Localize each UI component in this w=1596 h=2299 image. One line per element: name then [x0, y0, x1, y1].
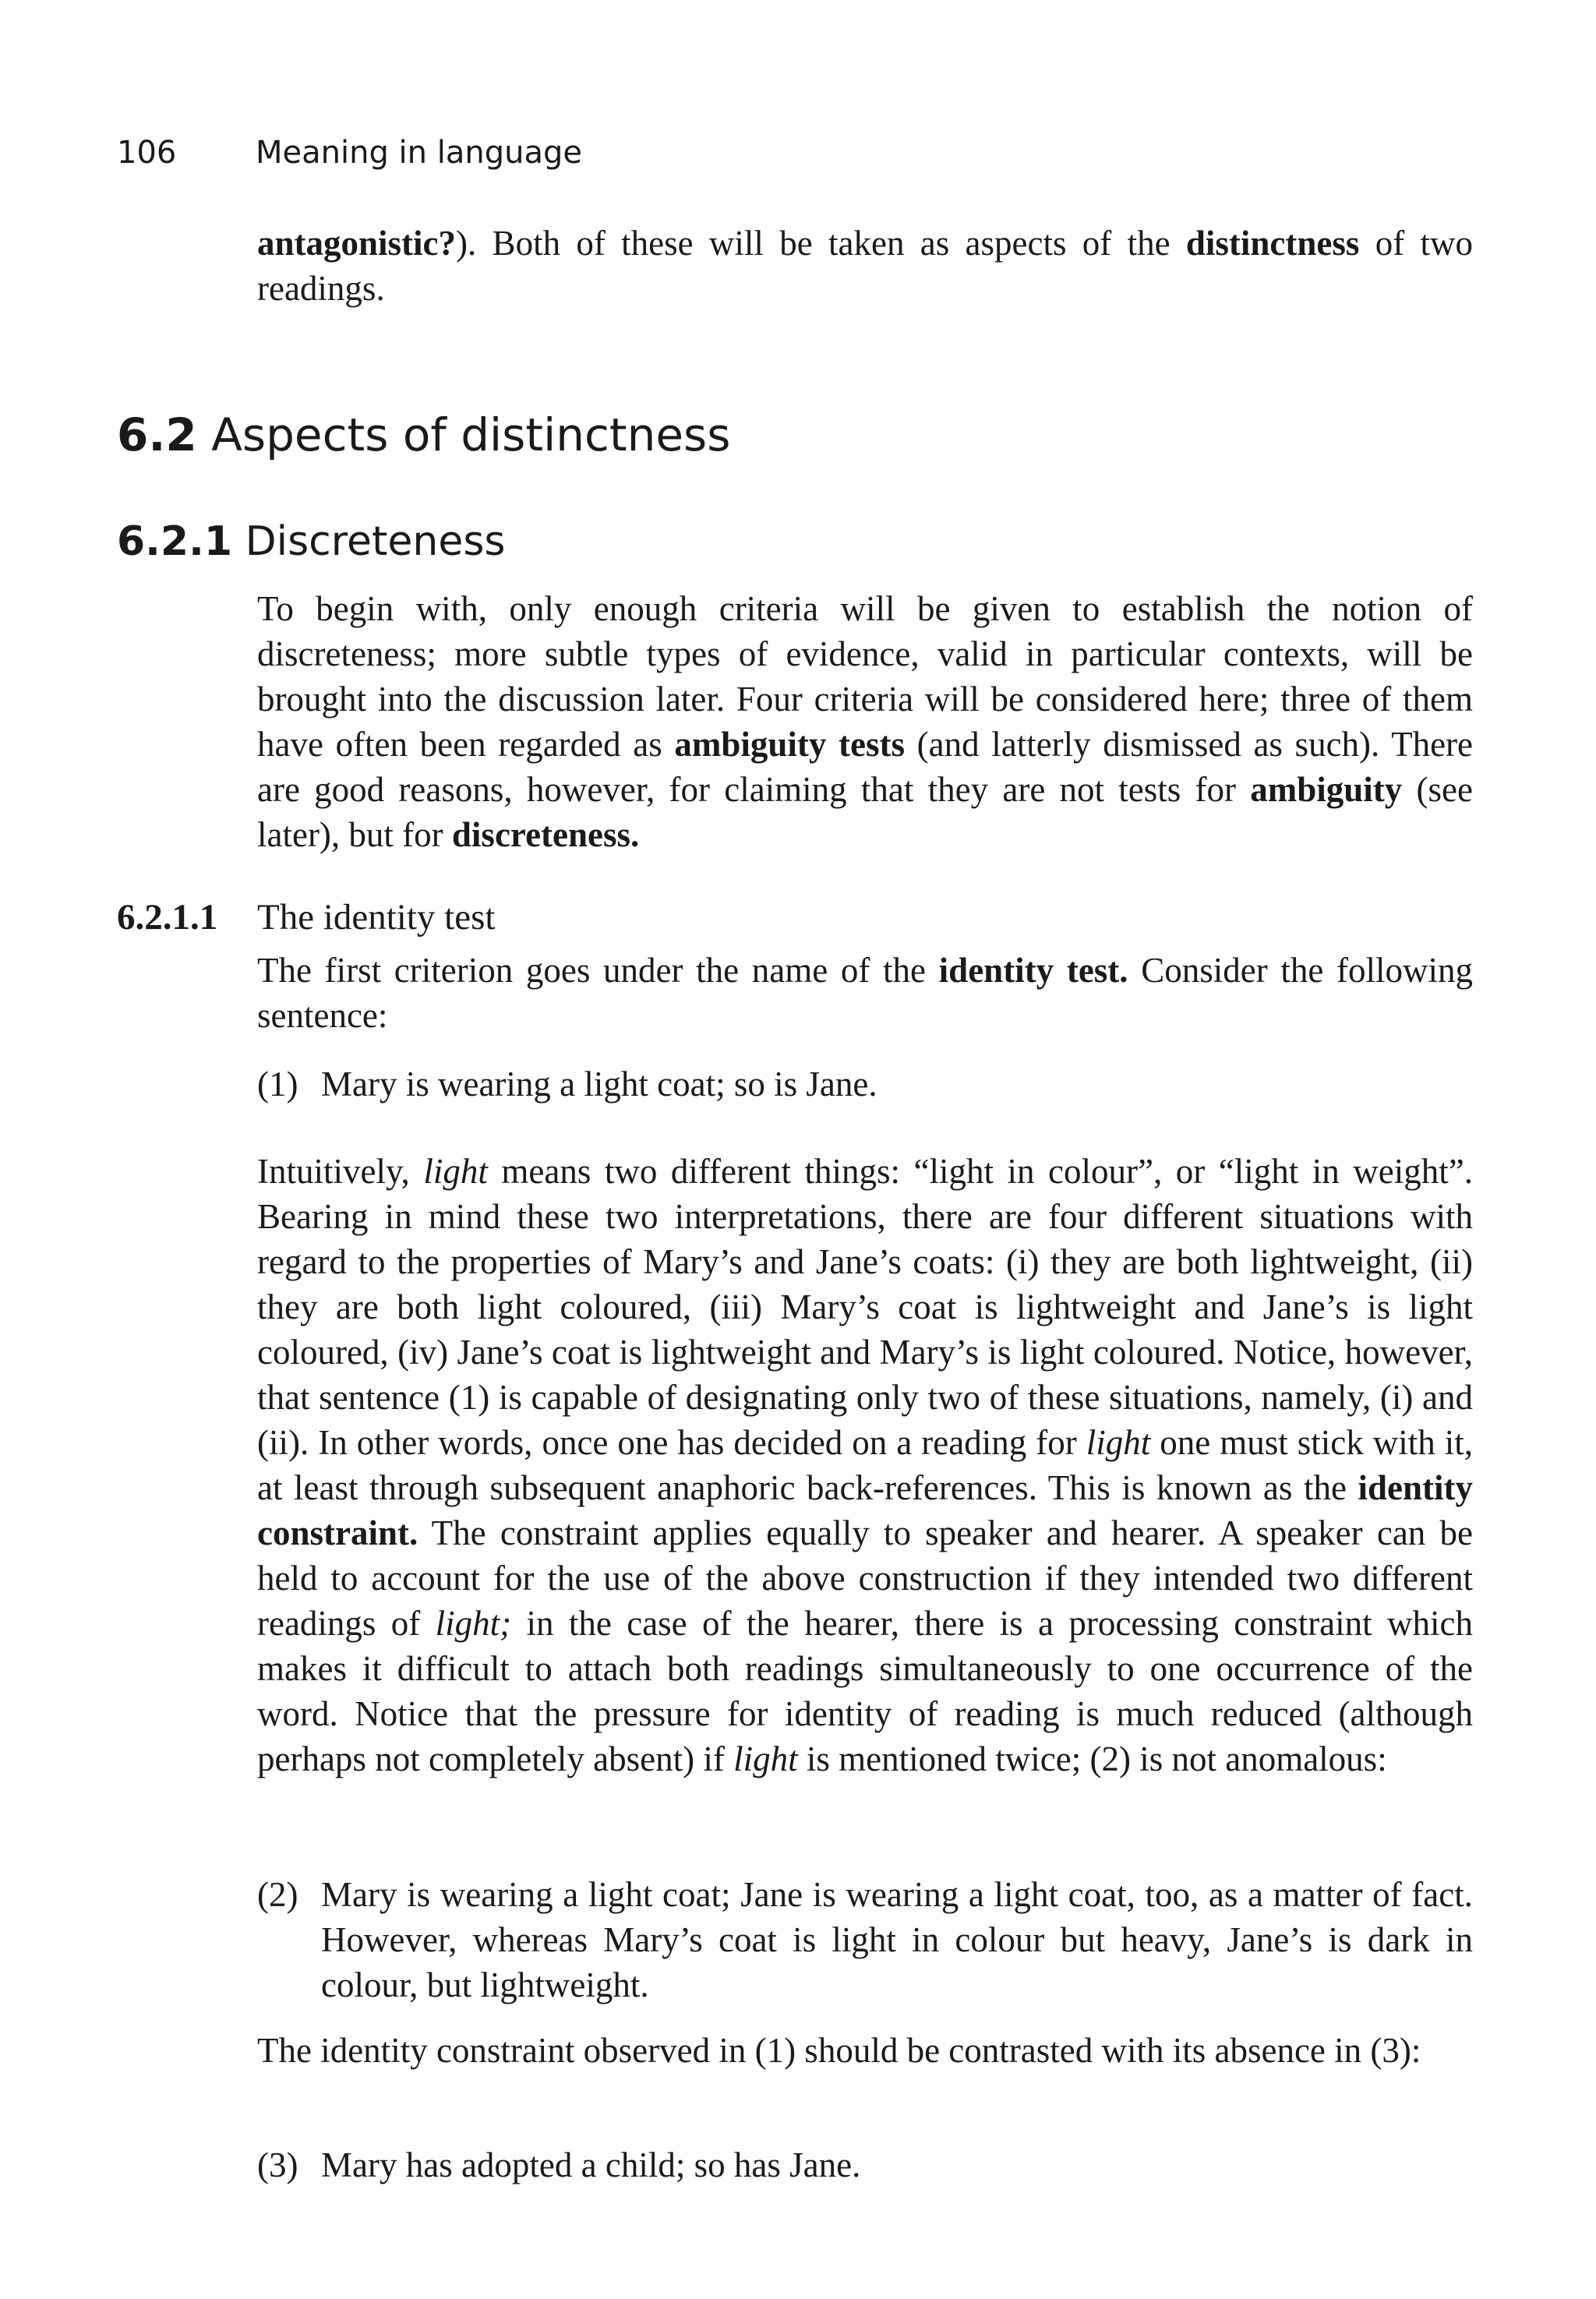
paragraph-text: (see later), but for [257, 770, 1473, 854]
term-antagonistic: antagonistic? [257, 224, 457, 263]
identity-test-paragraph [257, 948, 1473, 1038]
paragraph-text: The first criterion goes under the name of the [257, 951, 939, 990]
intro-text-end: of two readings. [257, 224, 1473, 308]
subsection-number: 6.2.1 [117, 518, 233, 565]
subsection-heading [117, 516, 506, 567]
term-light: light [423, 1152, 488, 1191]
example-1 [257, 1061, 1473, 1107]
term-light: light [1086, 1423, 1151, 1462]
light-paragraph [257, 1149, 1473, 1782]
intro-text: ). Both of these will be taken as aspects of the [456, 224, 1186, 263]
term-light: light [733, 1739, 798, 1778]
example-number: (1) [257, 1065, 298, 1104]
example-number: (3) [257, 2145, 298, 2184]
term-discreteness: discreteness. [451, 815, 640, 854]
term-ambiguity-tests: ambiguity tests [674, 725, 906, 764]
paragraph-text: in the case of the hearer, there is a processing constraint which makes it difficult to attach both readings simultaneously to one occurrence of the word. Notice that the pressure for identity of reading is much reduced (although perhaps not completely absent) if [257, 1604, 1473, 1778]
example-2 [257, 1872, 1473, 2008]
term-identity-constraint: identity constraint. [257, 1468, 1473, 1552]
running-head-title: Meaning in language [256, 135, 582, 171]
section-title: Aspects of distinctness [211, 408, 731, 461]
intro-paragraph [257, 221, 1473, 311]
term-ambiguity: ambiguity [1250, 770, 1403, 809]
term-distinctness: distinctness [1185, 224, 1360, 263]
contrast-paragraph [257, 2028, 1473, 2073]
discreteness-paragraph [257, 586, 1473, 857]
term-light: light; [435, 1604, 512, 1643]
paragraph-text: one must stick with it, at least through subsequent anaphoric back-references. This is known as the [257, 1423, 1473, 1507]
example-text: Mary has adopted a child; so has Jane. [321, 2145, 861, 2184]
term-identity-test: identity test. [938, 951, 1128, 990]
paragraph-text: means two different things: “light in colour”, or “light in weight”. Bearing in mind these two interpretations, there are four different situations with regard to the properties of Mary’s and Jane’s coats: (i) they are both lightweight, (ii) they are both light coloured, (iii) Mary’s coat is lightweight and Jane’s is light coloured, (iv) Jane’s coat is lightweight and Mary’s is light coloured. Notice, however, that sentence (1) is capable of designating only two of these situations, namely, (i) and (ii). In other words, once one has decided on a reading for [257, 1152, 1473, 1462]
paragraph-text: Intuitively, [257, 1152, 424, 1191]
subsubsection-heading [117, 895, 495, 940]
running-head [117, 134, 582, 171]
paragraph-text: The identity constraint observed in (1) should be contrasted with its absence in (3): [257, 2031, 1421, 2070]
example-text: Mary is wearing a light coat; Jane is wearing a light coat, too, as a matter of fact. However, whereas Mary’s coat is light in colour but heavy, Jane’s is dark in colour, but lightweight. [321, 1875, 1473, 2004]
paragraph-text: Consider the following sentence: [257, 951, 1473, 1035]
example-3 [257, 2142, 1473, 2188]
subsubsection-title: The identity test [257, 897, 496, 938]
subsubsection-number: 6.2.1.1 [117, 897, 218, 938]
subsection-title: Discreteness [245, 518, 506, 565]
paragraph-text: To begin with, only enough criteria will be given to establish the notion of discreteness; more subtle types of evidence, valid in particular contexts, will be brought into the discussion later. Four criteria will be considered here; three of them have often been regarded as [257, 589, 1473, 764]
example-text: Mary is wearing a light coat; so is Jane. [321, 1065, 877, 1104]
page-number: 106 [117, 135, 177, 171]
example-number: (2) [257, 1875, 298, 1914]
paragraph-text: The constraint applies equally to speaker and hearer. A speaker can be held to account for the use of the above construction if they intended two different readings of [257, 1513, 1473, 1643]
section-heading [117, 407, 730, 463]
section-number: 6.2 [117, 408, 197, 461]
paragraph-text: (and latterly dismissed as such). There are good reasons, however, for claiming that they are not tests for [257, 725, 1474, 809]
paragraph-text: is mentioned twice; (2) is not anomalous: [797, 1739, 1387, 1778]
